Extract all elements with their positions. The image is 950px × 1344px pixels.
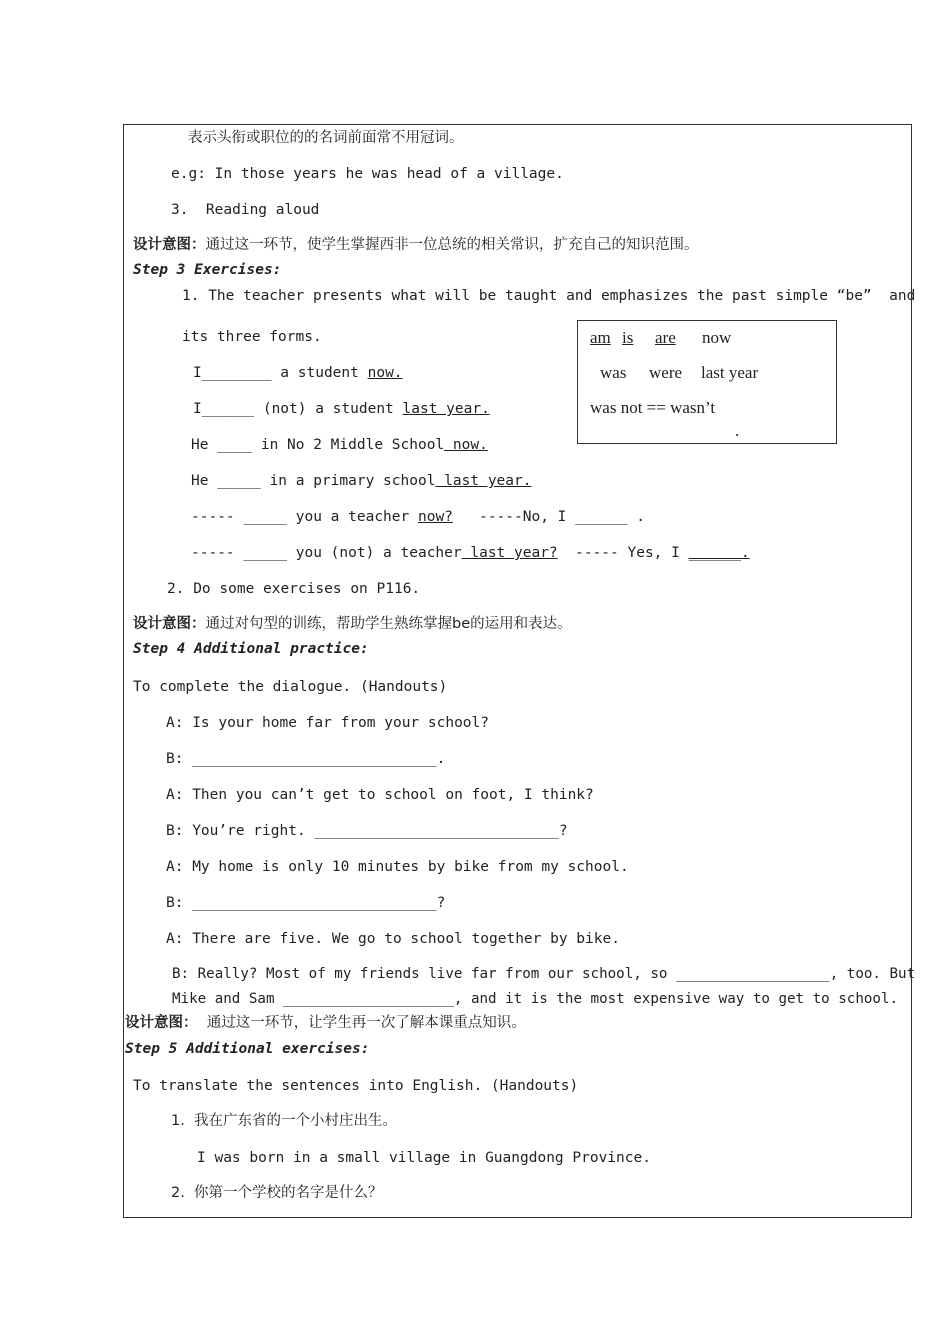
dialogue-line: A: Is your home far from your school? <box>166 715 490 731</box>
note-line: 表示头衔或职位的的名词前面常不用冠词。 <box>188 130 464 146</box>
exercise-5: ----- _____ you a teacher now? -----No, I ______ . <box>191 509 645 525</box>
translate-item-2: 2. 你第一个学校的名字是什么？ <box>171 1185 383 1201</box>
dialogue-line: B: ____________________________? <box>166 895 446 911</box>
dialogue-line: A: There are five. We go to school together by bike. <box>166 931 620 947</box>
dialogue-line: B: Really? Most of my friends live far from our school, so __________________, too. But <box>172 966 916 982</box>
step5-heading: Step 5 Additional exercises: <box>125 1041 370 1057</box>
translate-answer-1: I was born in a small village in Guangdong Province. <box>197 1150 651 1166</box>
step5-intro: To translate the sentences into English. (Handouts) <box>133 1078 579 1094</box>
design-intent-1: 设计意图：通过这一环节，使学生掌握西非一位总统的相关常识，扩充自己的知识范围。 <box>133 237 699 253</box>
step4-intro: To complete the dialogue. (Handouts) <box>133 679 448 695</box>
step3-item2: 2. Do some exercises on P116. <box>167 581 421 597</box>
box-were: were <box>649 363 683 382</box>
dialogue-line: B: You’re right. ____________________________? <box>166 823 568 839</box>
exercise-2: I______ (not) a student last year. <box>193 401 490 417</box>
example-line: e.g: In those years he was head of a village. <box>171 166 564 182</box>
exercise-3: He ____ in No 2 Middle School now. <box>191 437 488 453</box>
design-intent-3: 设计意图： 通过这一环节，让学生再一次了解本课重点知识。 <box>125 1015 526 1031</box>
exercise-1: I________ a student now. <box>193 365 403 381</box>
box-last-year: last year <box>701 363 759 382</box>
box-now: now <box>702 328 732 347</box>
dialogue-line: B: ____________________________. <box>166 751 446 767</box>
reading-aloud: 3. Reading aloud <box>171 202 320 218</box>
box-was: was <box>600 363 627 382</box>
step3-item1-line2: its three forms. <box>182 329 322 345</box>
box-are: are <box>655 328 676 347</box>
step3-heading: Step 3 Exercises: <box>133 262 282 278</box>
translate-item-1: 1. 我在广东省的一个小村庄出生。 <box>171 1113 398 1129</box>
dialogue-line: A: My home is only 10 minutes by bike from my school. <box>166 859 629 875</box>
exercise-6: ----- _____ you (not) a teacher last year? ----- Yes, I ______. <box>191 545 750 561</box>
box-is: is <box>622 328 634 347</box>
be-forms-box <box>577 320 837 444</box>
step3-item1-line1: 1. The teacher presents what will be taught and emphasizes the past simple “be” and <box>182 288 916 304</box>
exercise-4: He _____ in a primary school last year. <box>191 473 532 489</box>
dialogue-line: Mike and Sam ____________________, and it is the most expensive way to get to school. <box>172 991 899 1007</box>
step4-heading: Step 4 Additional practice: <box>133 641 369 657</box>
box-dot: . <box>735 421 740 440</box>
box-am: am <box>590 328 611 347</box>
design-intent-2: 设计意图：通过对句型的训练，帮助学生熟练掌握be的运用和表达。 <box>133 616 572 632</box>
dialogue-line: A: Then you can’t get to school on foot, I think? <box>166 787 594 803</box>
box-wasnt: was not == wasn’t <box>590 398 716 417</box>
